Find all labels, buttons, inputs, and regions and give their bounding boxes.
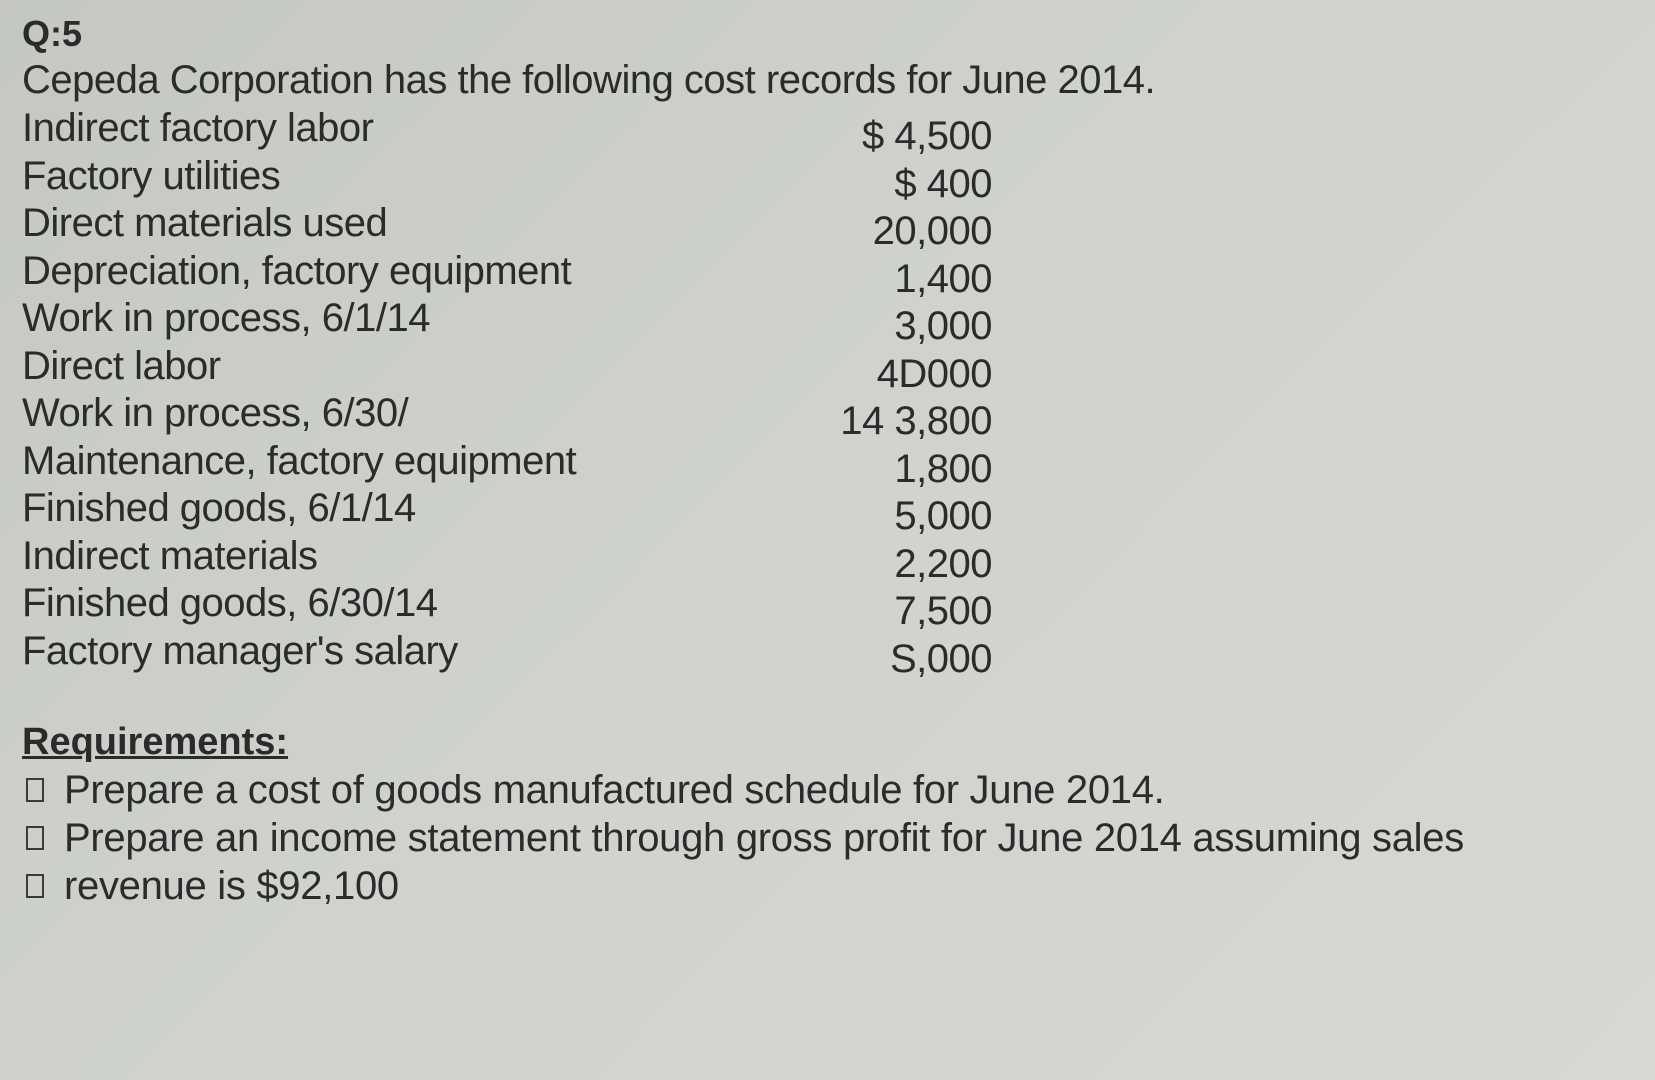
cost-label: Finished goods, 6/1/14 [22,486,416,530]
cost-label: Direct materials used [22,201,388,245]
cost-label: Work in process, 6/30/ [22,391,409,435]
question-number: Q:5 [22,13,83,54]
cost-amount: $ 4,500 [862,114,992,158]
requirements-heading: Requirements: [22,721,289,763]
cost-amount: 2,200 [894,541,992,586]
requirement-text: Prepare a cost of goods manufactured schedule for June 2014. [64,768,1165,812]
requirement-text: revenue is $92,100 [64,864,399,908]
requirement-item [22,766,1622,814]
cost-label: Direct labor [22,343,221,388]
cost-row [22,627,1622,681]
cost-amount: 4D000 [876,351,992,396]
cost-amount: 1,800 [894,446,992,491]
requirement-item [22,862,1622,910]
checkbox-icon [26,874,44,898]
cost-label: Factory utilities [22,153,281,198]
checkbox-icon [26,826,44,850]
checkbox-icon [26,778,44,802]
cost-row [22,294,1622,348]
cost-amount: $ 400 [894,161,992,206]
cost-amount: 14 3,800 [840,399,992,443]
cost-amount: 5,000 [894,494,992,538]
cost-amount: 7,500 [894,589,992,633]
cost-row [22,199,1622,253]
question-intro: Cepeda Corporation has the following cost records for June 2014. [22,58,1156,102]
cost-label: Finished goods, 6/30/14 [22,581,438,625]
cost-row [22,104,1622,158]
cost-amount: S,000 [889,636,992,681]
requirement-item [22,814,1622,862]
requirements-list [22,766,1622,910]
cost-row [22,579,1622,633]
cost-row [22,389,1622,443]
cost-row [22,532,1622,586]
cost-amount: 1,400 [894,256,992,301]
cost-label: Maintenance, factory equipment [22,438,577,483]
cost-label: Factory manager's salary [22,628,458,673]
cost-row [22,152,1622,206]
cost-row [22,342,1622,396]
cost-records-list [22,104,1622,681]
requirement-text: Prepare an income statement through gross profit for June 2014 assuming sales [64,816,1464,860]
cost-row [22,484,1622,538]
cost-amount: 20,000 [872,209,992,253]
cost-label: Indirect factory labor [22,106,374,150]
cost-row [22,437,1622,491]
cost-label: Work in process, 6/1/14 [22,296,430,340]
question-document [22,12,1622,910]
cost-label: Indirect materials [22,533,318,578]
cost-row [22,247,1622,301]
cost-amount: 3,000 [894,304,992,348]
cost-label: Depreciation, factory equipment [22,248,572,293]
